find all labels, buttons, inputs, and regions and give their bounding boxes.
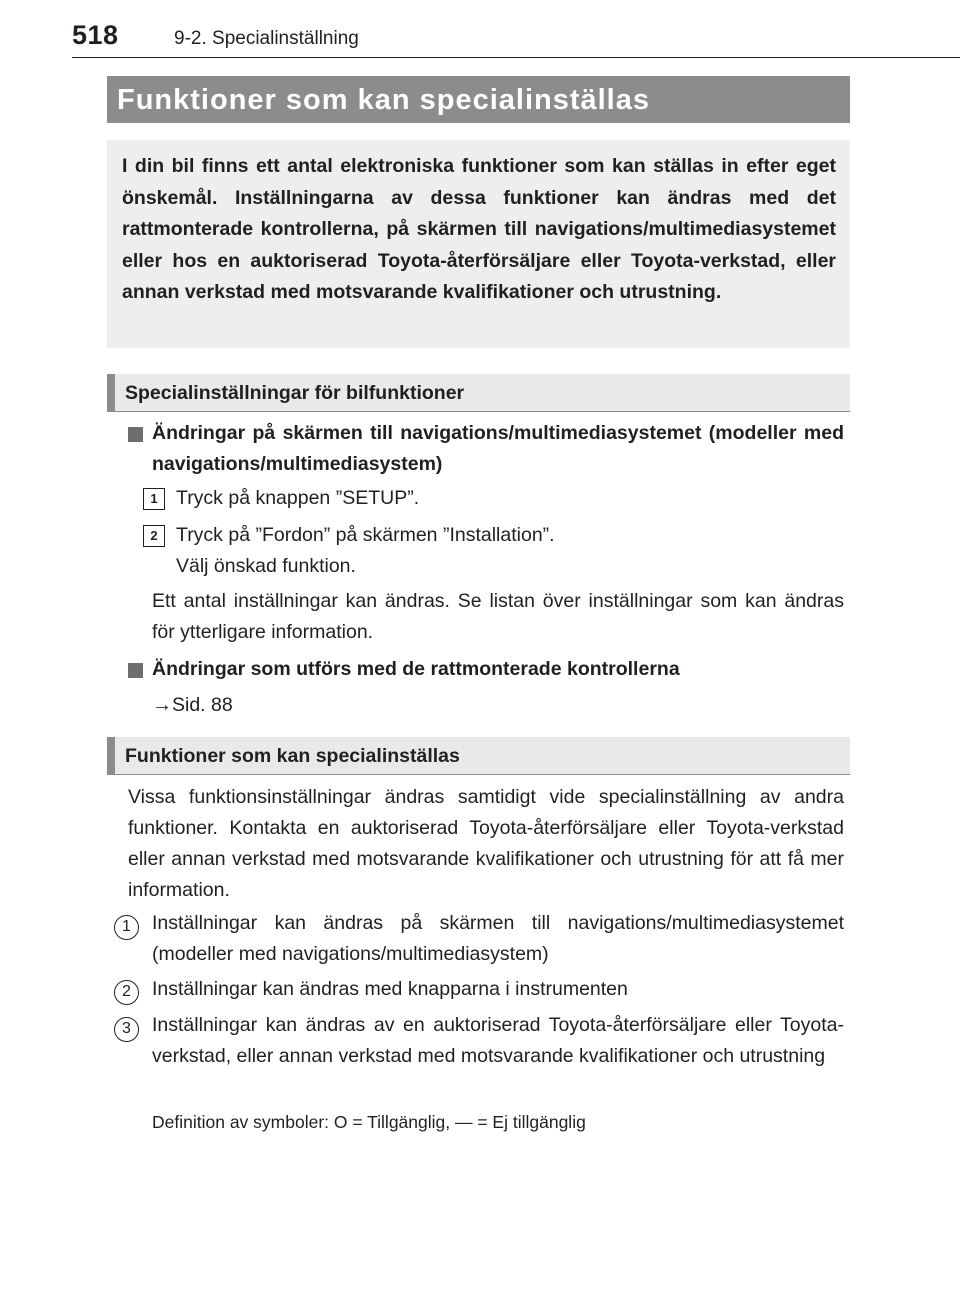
section-heading-funktioner: Funktioner som kan specialinställas (107, 737, 850, 775)
square-bullet-icon (128, 427, 143, 442)
page-title: Funktioner som kan specialinställas (107, 76, 850, 123)
arrow-right-icon: → (152, 694, 172, 716)
step-number-box: 2 (143, 525, 165, 547)
item-heading-navigation (152, 418, 844, 480)
circled-number: 2 (114, 980, 139, 1005)
item-heading-steering (152, 654, 844, 685)
symbol-definition: Definition av symboler: O = Tillgänglig, — = Ej tillgänglig (152, 1112, 586, 1132)
navigation-note: Ett antal inställningar kan ändras. Se listan över inställningar som kan ändras för ytterligare information. (152, 590, 844, 643)
page-reference-text: Sid. 88 (172, 694, 233, 716)
item-heading-steering-text: Ändringar som utförs med de rattmonterade kontrollerna (152, 658, 680, 680)
list-item: Inställningar kan ändras på skärmen till navigations/multimediasystemet (modeller med navigations/multimediasystem) (152, 912, 844, 965)
page-number: 518 (72, 20, 119, 50)
page-reference (152, 690, 452, 721)
list-item: Inställningar kan ändras av en auktoriserad Toyota-återförsäljare eller Toyota-verkstad, eller annan verkstad med motsvarande kvalifikationer och utrustning (152, 1014, 844, 1067)
circled-number: 1 (114, 915, 139, 940)
circled-number: 3 (114, 1017, 139, 1042)
item-heading-navigation-text: Ändringar på skärmen till navigations/multimediasystemet (modeller med navigations/multimediasystem) (152, 422, 844, 475)
list-item: Inställningar kan ändras med knapparna i instrumenten (152, 978, 628, 1000)
square-bullet-icon (128, 663, 143, 678)
step-text: Tryck på ”Fordon” på skärmen ”Installation”. (176, 524, 555, 546)
step-text-continued: Välj önskad funktion. (176, 555, 356, 577)
section-heading-bilfunktioner: Specialinställningar för bilfunktioner (107, 374, 850, 412)
step-text: Tryck på knappen ”SETUP”. (176, 487, 420, 509)
intro-box: I din bil finns ett antal elektroniska funktioner som kan ställas in efter eget önskemål. Inställningarna av dessa funktioner kan ändras med det rattmonterade kontrollerna, på skärmen till navigations/multimediasystemet eller hos en auktoriserad Toyota-återförsäljare eller Toyota-verkstad, eller annan verkstad med motsvarande kvalifikationer och utrustning. (107, 140, 850, 348)
step-number-box: 1 (143, 488, 165, 510)
page-header (72, 14, 960, 54)
section2-paragraph: Vissa funktionsinställningar ändras samtidigt vide specialinställning av andra funktioner. Kontakta en auktoriserad Toyota-återförsäljare eller Toyota-verkstad eller annan verkstad med motsvarande kvalifikationer och utrustning för att få mer information. (128, 786, 844, 901)
section-label: 9-2. Specialinställning (174, 28, 359, 49)
header-divider (72, 57, 960, 58)
